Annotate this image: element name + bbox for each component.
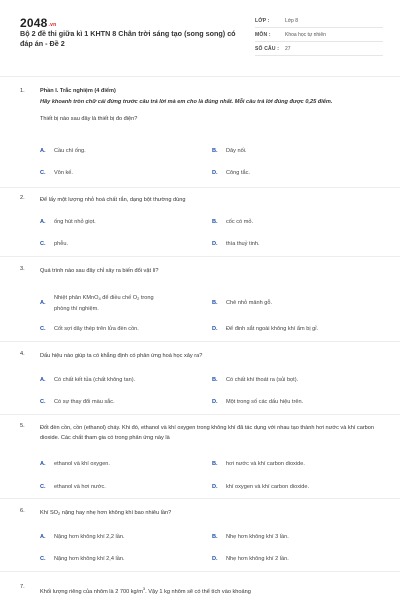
option-label: B. [212,534,218,540]
option-text: ethanol và khí oxygen. [54,461,110,467]
header [0,0,400,66]
option-text: Chẻ nhỏ mảnh gỗ. [226,300,273,306]
question-divider [0,187,400,188]
logo-suffix: .vn [48,22,57,28]
option-label: C. [40,241,46,247]
question-divider [0,341,400,342]
option-label: C. [40,326,46,332]
class-value: Lớp 8 [285,18,299,24]
meta-row-subject [255,28,383,42]
option-text-part: để điều chế O [100,295,138,301]
subscript: 4 [98,296,101,301]
subject-label: MÔN : [255,32,271,38]
option-label: D. [212,556,218,562]
logo-text: 2048 [20,16,48,30]
option-text-part: trong [139,295,154,301]
section-instruction: Hãy khoanh tròn chữ cái đứng trước câu trả lời mà em cho là đúng nhất. Mỗi câu trả lời đúng được 0,25 điểm. [40,99,333,105]
option-text: Một trong số các dấu hiệu trên. [226,399,304,405]
option-text: ống hút nhỏ giọt. [54,219,96,225]
option-text: Để đinh sắt ngoài không khí ẩm bị gỉ. [226,326,319,332]
option-label: A. [40,148,46,154]
option-text: Nhẹ hơn không khí 2 lần. [226,556,289,562]
question-number: 5. [20,423,25,429]
question-number: 4. [20,351,25,357]
question-text: Thiết bị nào sau đây là thiết bị đo điện? [40,116,138,122]
question-text: Để lấy một lượng nhỏ hoá chất rắn, dạng bột thường dùng [40,197,186,203]
meta-row-class [255,14,383,28]
question-text-part: . Vậy 1 kg nhôm sẽ có thể tích vào khoảng [145,589,251,595]
option-text: Vôn kế. [54,170,73,176]
option-text: Nặng hơn không khí 2,2 lần. [54,534,125,540]
option-text-part: phòng thí nghiệm. [54,306,99,312]
question-text [40,584,385,597]
option-label: A. [40,377,46,383]
option-text: Nặng hơn không khí 2,4 lần. [54,556,125,562]
document-title: Bộ 2 đề thi giữa kì 1 KHTN 8 Chân trời sáng tạo (song song) có đáp án - Đề 2 [20,29,236,48]
option-label: C. [40,556,46,562]
question-number: 3. [20,266,25,272]
question-text-part: Khí SO [40,510,59,516]
option-label: A. [40,300,46,306]
option-text: Có chất khí thoát ra (sủi bọt). [226,377,299,383]
option-label: A. [40,219,46,225]
question-text: Dấu hiệu nào giúp ta có khẳng định có phản ứng hoá học xảy ra? [40,353,203,359]
question-count-label: SỐ CÂU : [255,46,280,52]
option-text: hơi nước và khí carbon dioxide. [226,461,305,467]
option-label: B. [212,219,218,225]
subscript: 2 [137,296,140,301]
question-divider [0,571,400,572]
option-text-part: Nhiệt phân KMnO [54,295,99,301]
option-label: D. [212,170,218,176]
option-text: phễu. [54,241,68,247]
question-number: 6. [20,508,25,514]
option-text: khí oxygen và khí carbon dioxide. [226,484,310,490]
option-text: Nhẹ hơn không khí 3 lần. [226,534,289,540]
question-count-value: 27 [285,46,291,52]
superscript: 3 [142,586,146,591]
question-text: Đốt đèn cồn, cồn (ethanol) cháy. Khi đó, ethanol và khí oxygen trong không khí đã tác dụng với nhau tạo thành hơi nước và khí carbon dioxide. Các chất tham gia có trong phản ứng này là [40,425,375,441]
option-text: cốc có mỏ. [226,219,254,225]
option-text: Có sự thay đổi màu sắc. [54,399,115,405]
option-label: C. [40,484,46,490]
option-label: A. [40,534,46,540]
header-divider [0,76,400,77]
option-text: Cầu chì ống. [54,148,86,154]
option-label: D. [212,241,218,247]
option-label: D. [212,484,218,490]
section-heading: Phần I. Trắc nghiệm (4 điểm) [40,88,116,94]
option-label: C. [40,170,46,176]
question-text-part: Khối lượng riêng của nhôm là 2 700 kg/m [40,589,143,595]
option-label: B. [212,148,218,154]
option-label: B. [212,461,218,467]
option-label: C. [40,399,46,405]
option-label: B. [212,377,218,383]
subscript: 2 [58,511,61,516]
question-text-part: nặng hay nhẹ hơn không khí bao nhiêu lần? [60,510,172,516]
question-text [40,508,385,519]
option-label: D. [212,399,218,405]
subject-value: Khoa học tự nhiên [285,32,326,38]
meta-row-count [255,42,383,56]
question-divider [0,256,400,257]
option-label: B. [212,300,218,306]
option-text: Cốt sợi dây thép trên lửa đèn cồn. [54,326,139,332]
site-logo[interactable] [20,16,56,30]
option-text [54,293,204,315]
class-label: LỚP : [255,18,270,24]
option-text: Công tắc. [226,170,250,176]
question-number: 1. [20,88,25,94]
question-divider [0,414,400,415]
option-text: ethanol và hơi nước. [54,484,106,490]
option-text: Dây nối. [226,148,247,154]
option-text: Có chất kết tủa (chất không tan). [54,377,136,383]
meta-table [255,14,383,56]
question-text: Quá trình nào sau đây chỉ xảy ra biến đổi vật lí? [40,268,159,274]
question-divider [0,498,400,499]
option-label: D. [212,326,218,332]
option-text: thìa thuỷ tinh. [226,241,260,247]
question-number: 7. [20,584,25,590]
option-label: A. [40,461,46,467]
question-number: 2. [20,195,25,201]
